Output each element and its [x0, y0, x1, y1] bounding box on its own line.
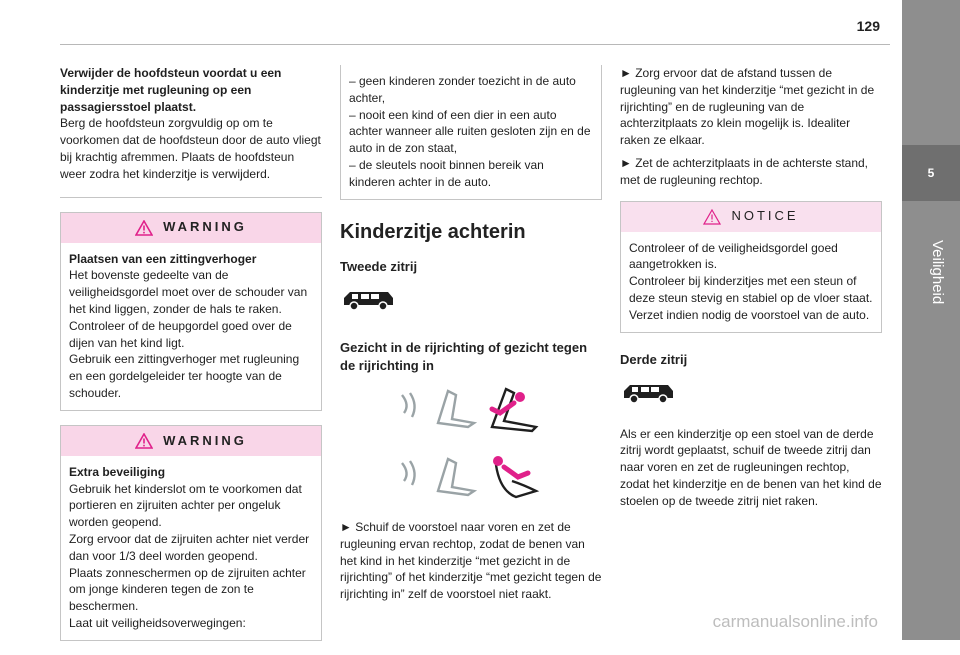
- warning-box-booster: [60, 212, 322, 411]
- warning-text: Controleer of de heupgordel goed over de dijen van het kind ligt.: [69, 318, 292, 350]
- seat-forward-facing-icon: [396, 383, 546, 441]
- warning-text: Plaats zonneschermen op de zijruiten achter om jonge kinderen tegen de zon te beschermen.: [69, 565, 306, 614]
- seat-illustration-forward: [396, 383, 602, 441]
- second-row-instruction: ► Schuif de voorstoel naar voren en zet de rugleuning ervan rechtop, zodat de benen van het kind in het kinderzitje “met gezicht in de rijrichting” of het kinderzitje “met gezicht tegen de rijrichting in” zelf de voorstoel niet raakt.: [340, 519, 602, 602]
- warning-header: [61, 426, 321, 456]
- header-rule: [60, 44, 890, 45]
- second-row-title: Tweede zitrij: [340, 258, 418, 274]
- notice-header: [621, 202, 881, 232]
- notice-triangle-icon: [703, 209, 721, 225]
- warning-title: WARNING: [163, 432, 247, 448]
- warning-text: Het bovenste gedeelte van de veiligheidsgordel moet over de schouder van het kind liggen, zonder de hals te raken.: [69, 268, 308, 316]
- backrest-instruction: ► Zet de achterzitplaats in de achterste stand, met de rugleuning rechtop.: [620, 155, 869, 187]
- seat-rear-facing-icon: [396, 451, 546, 509]
- watermark: carmanualsonline.info: [712, 612, 878, 631]
- warning-body: [61, 243, 321, 410]
- seat-illustration-rearward: [396, 451, 602, 509]
- chapter-tab-number[interactable]: 5: [902, 145, 960, 201]
- notice-body: [621, 232, 881, 332]
- headrest-note-bold: Verwijder de hoofdsteun voordat u een kinderzitje met rugleuning op een passagiersstoel plaatst.: [60, 66, 282, 114]
- list-item: – de sleutels nooit binnen bereik van kinderen achter in de auto.: [349, 157, 544, 189]
- notice-box: [620, 201, 882, 333]
- warning-triangle-icon: [135, 433, 153, 449]
- warning-header: [61, 213, 321, 243]
- headrest-note-text: Berg de hoofdsteun zorgvuldig op om te voorkomen dat de hoofdsteun door de auto vliegt bij krachtig afremmen. Plaats de hoofdsteun weer zodra het kinderzitje is verwijderd.: [60, 116, 321, 181]
- warning-title: WARNING: [163, 219, 247, 235]
- third-row-text: Als er een kinderzitje op een stoel van de derde zitrij wordt geplaatst, schuif de tweede zitrij dan naar voren en zet de rugleuningen rechtop, zodat het kinderzitje en de benen van het kind de stoelen op de tweede zitrij niet raken.: [620, 426, 882, 508]
- third-row-title: Derde zitrij: [620, 351, 688, 367]
- notice-text: Controleer bij kinderzitjes met een steun of deze steun stevig en stabiel op de vloer staat. Verzet indien nodig de voorstoel van de auto.: [629, 274, 873, 322]
- headrest-note: [60, 65, 322, 198]
- warning-subject: Extra beveiliging: [69, 464, 166, 479]
- column-middle: [340, 65, 602, 603]
- warning-box-extra-security: [60, 425, 322, 641]
- car-second-row-icon: [340, 288, 396, 312]
- warning-text: Gebruik het kinderslot om te voorkomen dat portieren en zijruiten achter per ongeluk worden geopend.: [69, 481, 302, 530]
- warning-text: Laat uit veiligheidsoverwegingen:: [69, 615, 246, 630]
- warning-body: [61, 456, 321, 640]
- warning-subject: Plaatsen van een zittingverhoger: [69, 251, 257, 266]
- page-number: 129: [856, 18, 880, 34]
- notice-title: NOTICE: [731, 208, 799, 224]
- car-third-row-icon: [620, 381, 676, 405]
- chapter-sidebar: [902, 0, 960, 640]
- distance-instruction: ► Zorg ervoor dat de afstand tussen de rugleuning van het kinderzitje “met gezicht in de rijrichting” en de rugleuning van de achterzitplaats zo klein mogelijk is. Idealiter raken ze elkaar.: [620, 66, 875, 148]
- notice-text: Controleer of de veiligheidsgordel goed aangetrokken is.: [629, 240, 838, 272]
- chapter-tab-label: Veiligheid: [929, 240, 946, 305]
- section-title: Kinderzitje achterin: [340, 220, 526, 243]
- column-left: [60, 65, 322, 655]
- direction-heading: Gezicht in de rijrichting of gezicht tegen de rijrichting in: [340, 339, 588, 373]
- list-item: – geen kinderen zonder toezicht in de auto achter,: [349, 74, 576, 105]
- column-right: [620, 65, 882, 510]
- supervision-list: [340, 65, 602, 200]
- warning-triangle-icon: [135, 220, 153, 236]
- warning-text: Zorg ervoor dat de zijruiten achter niet verder dan voor 1/3 deel worden geopend.: [69, 531, 310, 563]
- warning-text: Gebruik een zittingverhoger met rugleuning en een gordelgeleider ter hoogte van de schouder.: [69, 352, 300, 400]
- list-item: – nooit een kind of een dier in een auto achter wanneer alle ruiten gesloten zijn en de auto in de zon staat,: [349, 107, 591, 156]
